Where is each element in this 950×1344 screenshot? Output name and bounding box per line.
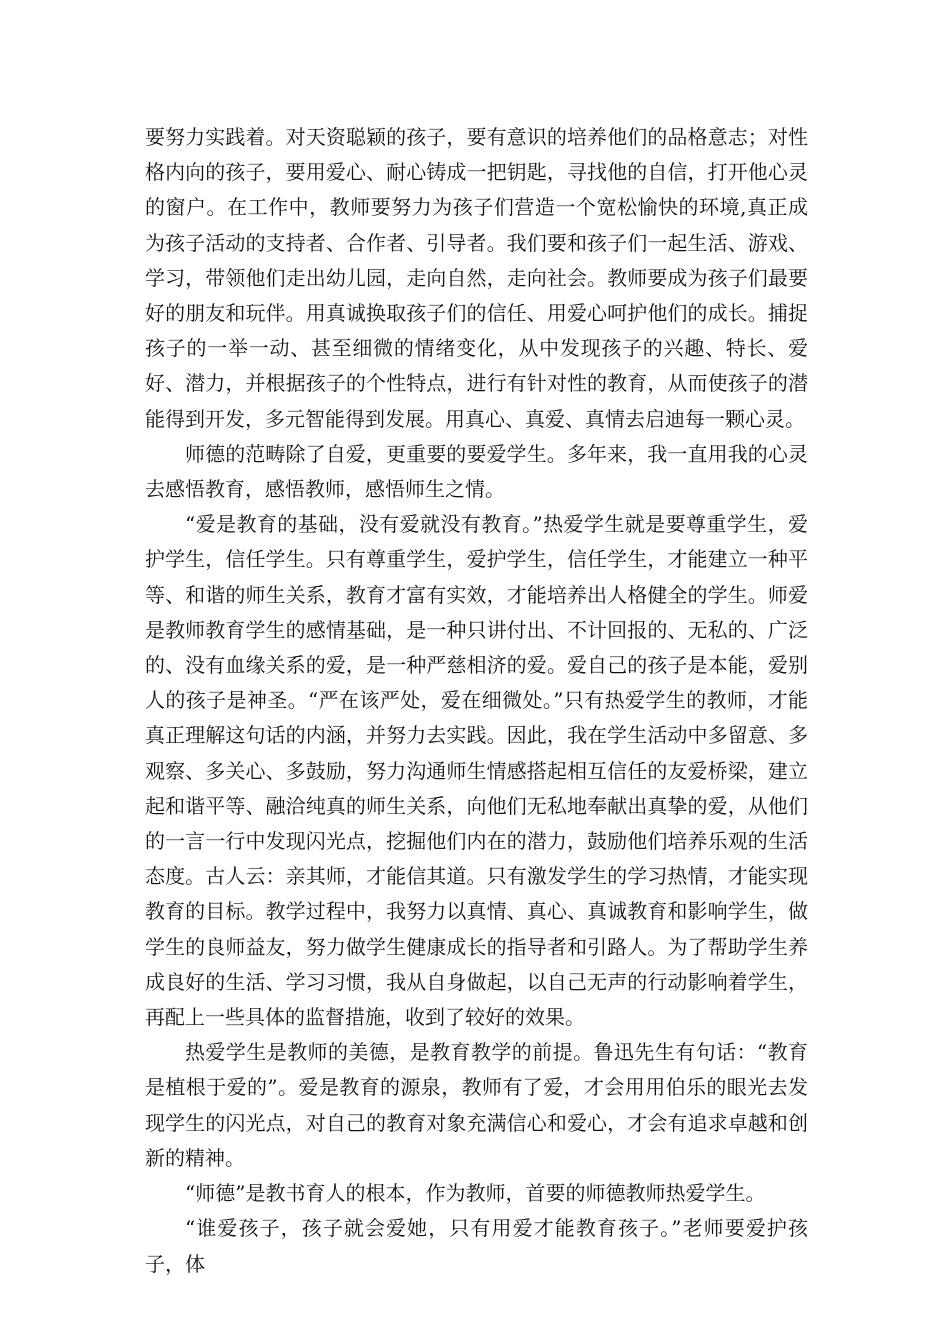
paragraph-6: “谁爱孩子，孩子就会爱她，只有用爱才能教育孩子。”老师要爱护孩子，体 [145,1216,808,1276]
paragraph-3: “爱是教育的基础，没有爱就没有教育。”热爱学生就是要尊重学生，爱护学生，信任学生。只有尊重学生，爱护学生，信任学生，才能建立一种平等、和谐的师生关系，教育才富有实效，才能培养出人格健全的学生。师爱是教师教育学生的感情基础，是一种只讲付出、不计回报的、无私的、广泛的、没有血缘关系的爱，是一种严慈相济的爱。爱自己的孩子是本能，爱别人的孩子是神圣。“严在该严处，爱在细微处。”只有热爱学生的教师，才能真正理解这句话的内涵，并努力去实践。因此，我在学生活动中多留意、多观察、多关心、多鼓励，努力沟通师生情感搭起相互信任的友爱桥梁，建立起和谐平等、融洽纯真的师生关系，向他们无私地奉献出真挚的爱，从他们的一言一行中发现闪光点，挖掘他们内在的潜力，鼓励他们培养乐观的生活态度。古人云：亲其师，才能信其道。只有激发学生的学习热情，才能实现教育的目标。教学过程中，我努力以真情、真心、真诚教育和影响学生，做学生的良师益友，努力做学生健康成长的指导者和引路人。为了帮助学生养成良好的生活、学习习惯，我从自身做起，以自己无声的行动影响着学生，再配上一些具体的监督措施，收到了较好的效果。 [145,512,808,1030]
paragraph-1: 要努力实践着。对天资聪颖的孩子，要有意识的培养他们的品格意志；对性格内向的孩子，要用爱心、耐心铸成一把钥匙，寻找他的自信，打开他心灵的窗户。在工作中，教师要努力为孩子们营造一个宽松愉快的环境,真正成为孩子活动的支持者、合作者、引导者。我们要和孩子们一起生活、游戏、学习，带领他们走出幼儿园，走向自然，走向社会。教师要成为孩子们最要好的朋友和玩伴。用真诚换取孩子们的信任、用爱心呵护他们的成长。捕捉孩子的一举一动、甚至细微的情绪变化，从中发现孩子的兴趣、特长、爱好、潜力，并根据孩子的个性特点，进行有针对性的教育，从而使孩子的潜能得到开发，多元智能得到发展。用真心、真爱、真情去启迪每一颗心灵。 [145,125,808,431]
paragraph-2: 师德的范畴除了自爱，更重要的要爱学生。多年来，我一直用我的心灵去感悟教育，感悟教师，感悟师生之情。 [145,441,808,502]
paragraph-5: “师德”是教书育人的根本，作为教师，首要的师德教师热爱学生。 [185,1181,766,1206]
paragraph-4: 热爱学生是教师的美德，是教育教学的前提。鲁迅先生有句话：“教育是植根于爱的”。爱是教育的源泉，教师有了爱，才会用用伯乐的眼光去发现学生的闪光点，对自己的教育对象充满信心和爱心，才会有追求卓越和创新的精神。 [145,1040,808,1170]
document-body [145,120,808,1282]
